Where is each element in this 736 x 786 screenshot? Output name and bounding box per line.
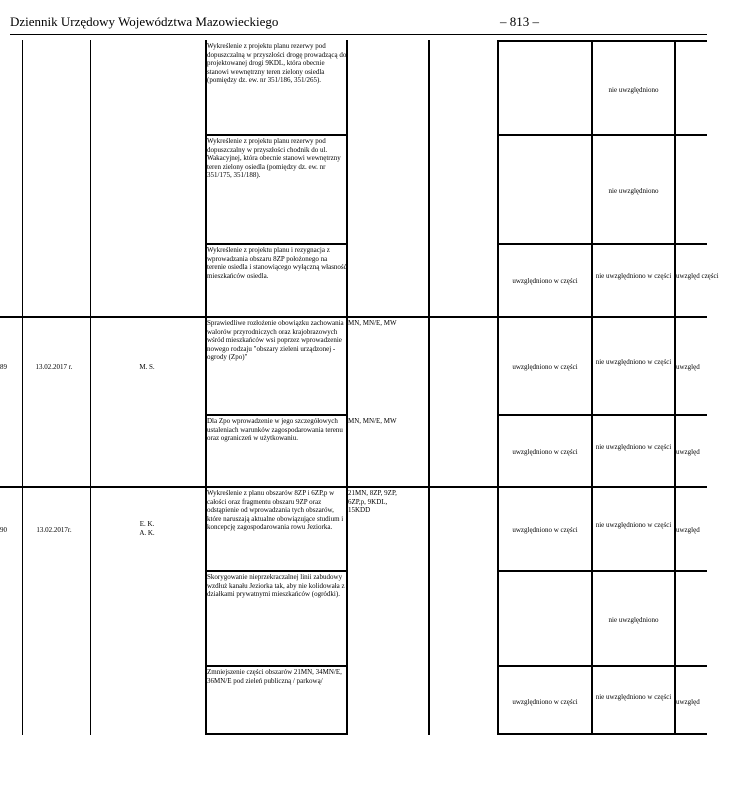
- plan-designation: 21MN, 8ZP, 9ZP, 6ZP,p, 9KDL, 15KDD: [348, 489, 397, 514]
- result-council: uwzględ: [676, 363, 700, 371]
- result-resolution: nie uwzględniono w części: [595, 358, 672, 366]
- remark-description: Zmniejszenie części obszarów 21MN, 34MN/E, 36MN/E pod zieleń publiczną / parkową/: [207, 668, 342, 685]
- result-mayor: uwzględniono w części: [512, 363, 578, 371]
- result-resolution: nie uwzględniono: [608, 187, 659, 195]
- remark-description: Wykreślenie z projektu planu rezerwy pod dopuszczalną w przyszłości drogę prowadzącą do projektowanej drogi 9KDL, która obecnie stanowi wewnętrzny teren zielony osiedla (pomiędzy dz. ew. nr 351/186, 351/265).: [207, 42, 347, 84]
- result-mayor: uwzględniono w części: [512, 698, 578, 706]
- remark-description: Wykreślenie z projektu planu rezerwy pod dopuszczalny w przyszłości chodnik do ul. Wakacyjnej, która obecnie stanowi wewnętrzny teren zielony osiedla (pomiędzy dz. ew. nr 351/175, 351/188).: [207, 137, 341, 179]
- result-council: uwzględ: [676, 698, 700, 706]
- remark-date: 13.02.2017r.: [36, 526, 72, 534]
- remark-author: M. S.: [139, 363, 155, 371]
- journal-title: Dziennik Urzędowy Województwa Mazowieckiego: [10, 14, 279, 29]
- result-resolution: nie uwzględniono w części: [595, 693, 672, 701]
- remark-description: Sprawiedliwe rozłożenie obowiązku zachowania walorów przyrodniczych oraz krajobrazowych wśród mieszkańców wsi poprzez wprowadzenie nowego rodzaju "obszary zieleni urządzonej - ogrody (Zpo)": [207, 319, 344, 361]
- page-number: – 813 –: [500, 14, 539, 29]
- result-resolution: nie uwzględniono: [608, 616, 659, 624]
- result-council: uwzględ części: [676, 272, 719, 280]
- remark-number: 89: [0, 363, 7, 371]
- header-rule: [10, 34, 707, 35]
- result-resolution: nie uwzględniono w części: [595, 521, 672, 529]
- remark-description: Skorygowanie nieprzekraczalnej linii zabudowy wzdłuż kanału Jeziorka tak, aby nie kolidowała z działkami prywatnymi mieszkańców (ogródki).: [207, 573, 345, 598]
- remark-description: Wykreślenie z planu obszarów 8ZP i 6ZP,p w całości oraz fragmentu obszaru 9ZP oraz odstąpienie od wprowadzania tych obszarów, które naruszają aktualne obowiązujące studium i koncepcję zagospodarowania rowu Jeziorka.: [207, 489, 344, 531]
- result-resolution: nie uwzględniono w części: [595, 272, 672, 280]
- remark-author: E. K. A. K.: [139, 520, 155, 537]
- result-council: uwzględ: [676, 448, 700, 456]
- result-mayor: uwzględniono w części: [512, 277, 578, 285]
- remark-description: Dla Zpo wprowadzenie w jego szczegółowych ustaleniach warunków zagospodarowania terenu oraz ograniczeń w użytkowaniu.: [207, 417, 343, 442]
- remark-number: 90: [0, 526, 7, 534]
- result-resolution: nie uwzględniono: [608, 86, 659, 94]
- plan-designation: MN, MN/E, MW: [348, 319, 397, 327]
- result-resolution: nie uwzględniono w części: [595, 443, 672, 451]
- result-council: uwzględ: [676, 526, 700, 534]
- result-mayor: uwzględniono w części: [512, 448, 578, 456]
- remark-description: Wykreślenie z projektu planu i rezygnacja z wprowadzania obszaru 8ZP położonego na terenie osiedla i stanowiącego wyłączną własność mieszkańców osiedla.: [207, 246, 347, 280]
- result-mayor: uwzględniono w części: [512, 526, 578, 534]
- remark-date: 13.02.2017 r.: [35, 363, 73, 371]
- plan-designation: MN, MN/E, MW: [348, 417, 397, 425]
